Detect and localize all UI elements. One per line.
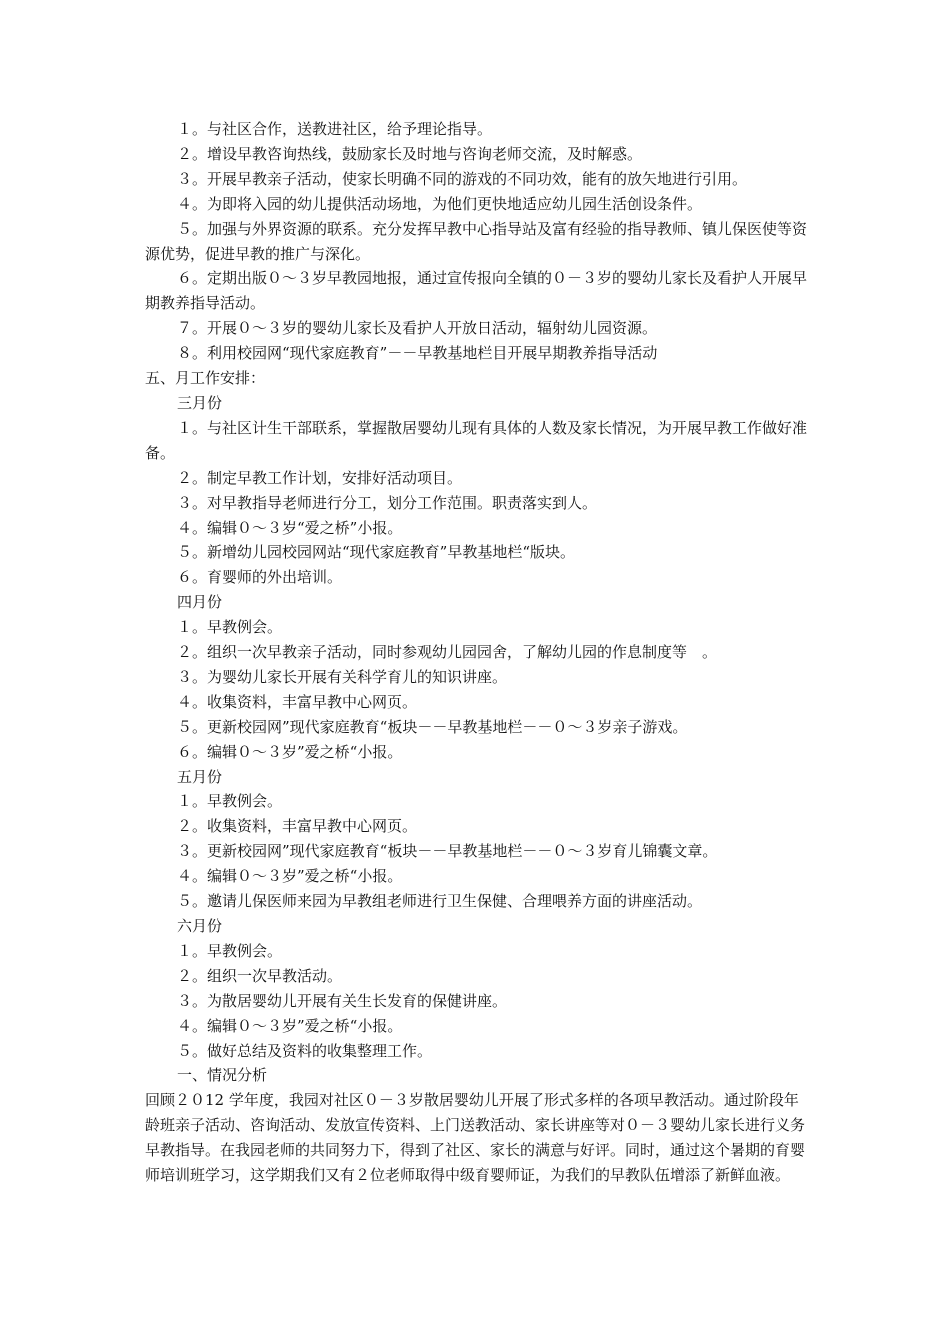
intro-item-7: ７。开展０～３岁的婴幼儿家长及看护人开放日活动，辐射幼儿园资源。 [177,319,658,338]
may-item-1: １。早教例会。 [177,792,283,811]
april-item-1: １。早教例会。 [177,618,283,637]
april-item-3: ３。为婴幼儿家长开展有关科学育儿的知识讲座。 [177,667,508,686]
intro-item-6: ６。定期出版０～３岁早教园地报，通过宣传报向全镇的０－３岁的婴幼儿家长及看护人开展早期教养指导活动。 [145,269,808,313]
march-item-3: ３。对早教指导老师进行分工，划分工作范围。职责落实到人。 [177,493,598,512]
march-item-5: ５。新增幼儿园校园网站“现代家庭教育”早教基地栏“版块。 [177,543,576,562]
june-item-1: １。早教例会。 [177,941,283,960]
section-5-heading: 五、月工作安排： [145,369,266,388]
may-item-3: ３。更新校园网”现代家庭教育“板块－－早教基地栏－－０～３岁育儿锦囊文章。 [177,842,718,861]
march-item-6: ６。育婴师的外出培训。 [177,568,343,587]
month-heading-april: 四月份 [177,593,223,612]
june-item-4: ４。编辑０～３岁”爱之桥“小报。 [177,1016,403,1035]
april-item-4: ４。收集资料，丰富早教中心网页。 [177,692,418,711]
intro-item-5: ５。加强与外界资源的联系。充分发挥早教中心指导站及富有经验的指导教师、镇儿保医使等资源优势，促进早教的推广与深化。 [145,219,808,263]
april-item-5: ５。更新校园网”现代家庭教育“板块－－早教基地栏－－０～３岁亲子游戏。 [177,717,688,736]
month-heading-march: 三月份 [177,393,223,412]
may-item-5: ５。邀请儿保医师来园为早教组老师进行卫生保健、合理喂养方面的讲座活动。 [177,892,703,911]
april-item-6: ６。编辑０～３岁”爱之桥“小报。 [177,742,403,761]
april-item-2: ２。组织一次早教亲子活动，同时参观幼儿园园舍，了解幼儿园的作息制度等 。 [177,643,718,662]
may-item-4: ４。编辑０～３岁”爱之桥“小报。 [177,867,403,886]
analysis-paragraph: 回顾２０12 学年度，我园对社区０－３岁散居婴幼儿开展了形式多样的各项早教活动。通过阶段年龄班亲子活动、咨询活动、发放宣传资料、上门送教活动、家长讲座等对０－３婴幼儿家长进行义务早教指导。在我园老师的共同努力下，得到了社区、家长的满意与好评。同时，通过这个暑期的育婴师培训班学习，这学期我们又有２位老师取得中级育婴师证，为我们的早教队伍增添了新鲜血液。 [145,1091,806,1185]
month-heading-may: 五月份 [177,767,223,786]
intro-item-3: ３。开展早教亲子活动，使家长明确不同的游戏的不同功效，能有的放矢地进行引用。 [177,169,748,188]
june-item-5: ５。做好总结及资料的收集整理工作。 [177,1041,433,1060]
march-item-1: １。与社区计生干部联系，掌握散居婴幼儿现有具体的人数及家长情况，为开展早教工作做好准备。 [145,418,808,462]
march-item-4: ４。编辑０～３岁“爱之桥”小报。 [177,518,403,537]
intro-item-2: ２。增设早教咨询热线，鼓励家长及时地与咨询老师交流，及时解惑。 [177,144,643,163]
june-item-3: ３。为散居婴幼儿开展有关生长发育的保健讲座。 [177,991,508,1010]
document-page [145,117,810,1188]
section-1-heading: 一、情况分析 [177,1066,268,1085]
intro-item-8: ８。利用校园网“现代家庭教育”－－早教基地栏目开展早期教养指导活动 [177,344,658,363]
intro-item-4: ４。为即将入园的幼儿提供活动场地，为他们更快地适应幼儿园生活创设条件。 [177,194,703,213]
intro-item-1: １。与社区合作，送教进社区，给予理论指导。 [177,120,493,138]
march-item-2: ２。制定早教工作计划，安排好活动项目。 [177,468,463,487]
month-heading-june: 六月份 [177,917,223,935]
may-item-2: ２。收集资料，丰富早教中心网页。 [177,817,418,836]
june-item-2: ２。组织一次早教活动。 [177,966,343,985]
